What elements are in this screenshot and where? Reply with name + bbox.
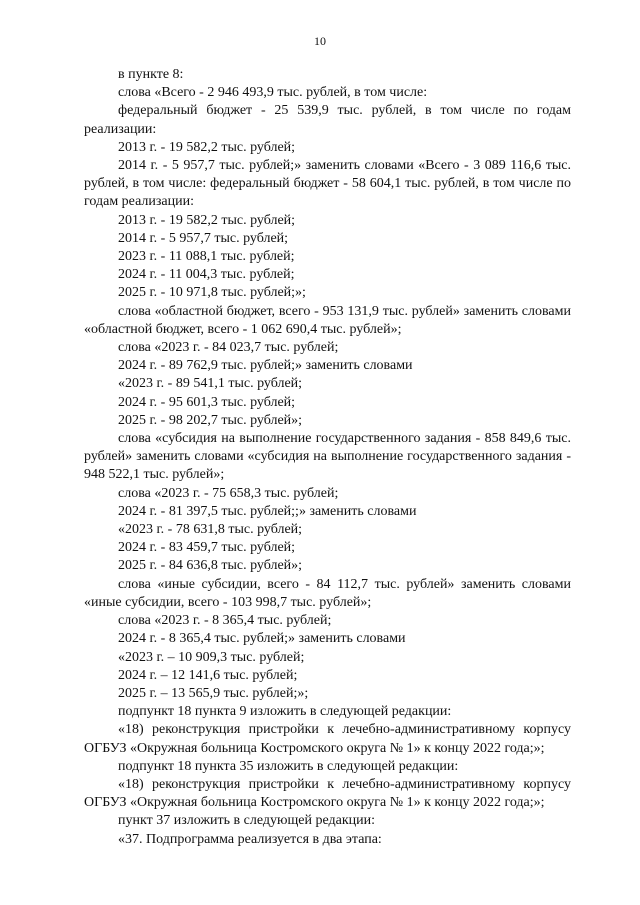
- paragraph: 2023 г. - 11 088,1 тыс. рублей;: [118, 249, 295, 265]
- page-number: 10: [314, 34, 326, 48]
- paragraph: 2024 г. - 11 004,3 тыс. рублей;: [118, 267, 295, 283]
- paragraph: «2023 г. - 78 631,8 тыс. рублей;: [118, 522, 303, 538]
- paragraph: 2013 г. - 19 582,2 тыс. рублей;: [118, 212, 296, 228]
- paragraph: 2025 г. - 84 636,8 тыс. рублей»;: [118, 558, 303, 574]
- paragraph: федеральный бюджет - 25 539,9 тыс. рублей, в том числе по годам реализации:: [84, 103, 571, 137]
- paragraph: пункт 37 изложить в следующей редакции:: [118, 813, 375, 829]
- paragraph: 2025 г. - 98 202,7 тыс. рублей»;: [118, 412, 303, 428]
- paragraph: «37. Подпрограмма реализуется в два этапа:: [118, 831, 382, 847]
- paragraph: подпункт 18 пункта 9 изложить в следующей редакции:: [118, 704, 452, 720]
- paragraph: 2014 г. - 5 957,7 тыс. рублей;: [118, 230, 289, 246]
- paragraph: слова «2023 г. - 84 023,7 тыс. рублей;: [118, 340, 339, 356]
- paragraph: 2013 г. - 19 582,2 тыс. рублей;: [118, 139, 296, 155]
- paragraph: «18) реконструкция пристройки к лечебно-административному корпусу ОГБУЗ «Окружная больница Костромского округа № 1» к концу 2022 года;»;: [84, 722, 571, 756]
- document-body: [84, 66, 571, 849]
- paragraph: 2024 г. – 12 141,6 тыс. рублей;: [118, 667, 298, 683]
- paragraph: слова «2023 г. - 8 365,4 тыс. рублей;: [118, 613, 332, 629]
- paragraph: слова «иные субсидии, всего - 84 112,7 тыс. рублей» заменить словами «иные субсидии, всего - 103 998,7 тыс. рублей»;: [84, 576, 571, 610]
- paragraph: «2023 г. – 10 909,3 тыс. рублей;: [118, 649, 305, 665]
- paragraph: 2024 г. - 95 601,3 тыс. рублей;: [118, 394, 296, 410]
- paragraph: подпункт 18 пункта 35 изложить в следующей редакции:: [118, 758, 459, 774]
- paragraph: 2014 г. - 5 957,7 тыс. рублей;» заменить словами «Всего - 3 089 116,6 тыс. рублей, в том числе: федеральный бюджет - 58 604,1 тыс. рублей, в том числе по годам реализации:: [84, 158, 571, 210]
- paragraph: 2024 г. - 8 365,4 тыс. рублей;» заменить словами: [118, 631, 406, 647]
- paragraph: 2025 г. – 13 565,9 тыс. рублей;»;: [118, 685, 309, 701]
- paragraph: 2024 г. - 89 762,9 тыс. рублей;» заменить словами: [118, 358, 413, 374]
- paragraph: слова «субсидия на выполнение государственного задания - 858 849,6 тыс. рублей» заменить словами «субсидия на выполнение государственного задания - 948 522,1 тыс. рублей»;: [84, 431, 571, 483]
- paragraph: 2025 г. - 10 971,8 тыс. рублей;»;: [118, 285, 306, 301]
- paragraph: «2023 г. - 89 541,1 тыс. рублей;: [118, 376, 303, 392]
- paragraph: слова «2023 г. - 75 658,3 тыс. рублей;: [118, 485, 339, 501]
- paragraph: слова «областной бюджет, всего - 953 131,9 тыс. рублей» заменить словами «областной бюджет, всего - 1 062 690,4 тыс. рублей»;: [84, 303, 571, 337]
- paragraph: в пункте 8:: [118, 67, 184, 82]
- paragraph: слова «Всего - 2 946 493,9 тыс. рублей, в том числе:: [118, 85, 428, 101]
- paragraph: «18) реконструкция пристройки к лечебно-административному корпусу ОГБУЗ «Окружная больница Костромского округа № 1» к концу 2022 года;»;: [84, 776, 571, 811]
- paragraph: 2024 г. - 81 397,5 тыс. рублей;;» заменить словами: [118, 503, 417, 519]
- paragraph: 2024 г. - 83 459,7 тыс. рублей;: [118, 540, 296, 556]
